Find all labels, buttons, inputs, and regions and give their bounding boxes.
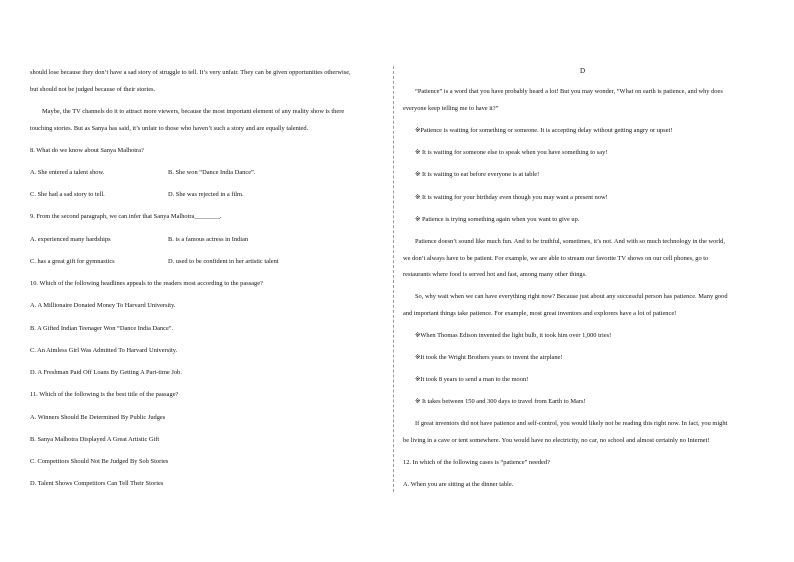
question-11-option-c: C. Competitors Should Not Be Judged By Sob Stories: [30, 458, 169, 465]
passage-text: Patience doesn’t sound like much fun. And to be truthful, sometimes, it’s not. And with so much technology in the world,: [415, 238, 725, 245]
passage-text: should lose because they don’t have a sad story of struggle to tell. It’s very unfair. They can be given opportunities otherwise,: [30, 69, 351, 76]
bullet-item: ※Patience is waiting for something or someone. It is accepting delay without getting angry or upset!: [415, 127, 673, 134]
question-9-option-a: A. experienced many hardships: [30, 236, 111, 243]
passage-text: “Patience” is a word that you have probably heard a lot! But you may wonder, “What on earth is patience, and why does: [415, 88, 723, 95]
question-9-option-d: D. used to be confident in her artistic talent: [168, 258, 279, 265]
question-8-stem: 8. What do we know about Sanya Malhotra?: [30, 147, 144, 154]
passage-text: but should not be judged because of their stories.: [30, 86, 156, 93]
section-label: D: [580, 67, 586, 75]
question-11-option-b: B. Sanya Malhotra Displayed A Great Artistic Gift: [30, 436, 160, 443]
question-12-option-a: A. When you are sitting at the dinner table.: [403, 481, 514, 488]
passage-text: be living in a cave or tent somewhere. You would have no electricity, no car, no school and almost certainly no Internet!: [403, 437, 710, 444]
bullet-item: ※ It is waiting for your birthday even though you may want a present now!: [415, 194, 608, 201]
question-11-stem: 11. Which of the following is the best title of the passage?: [30, 391, 179, 398]
question-10-stem: 10. Which of the following headlines appeals to the readers most according to the passage?: [30, 280, 263, 287]
bullet-item: ※ It is waiting to eat before everyone is at table!: [415, 171, 540, 178]
bullet-item: ※ Patience is trying something again when you want to give up.: [415, 216, 580, 223]
bullet-item: ※It took the Wright Brothers years to invent the airplane!: [415, 354, 563, 361]
question-11-option-a: A. Winners Should Be Determined By Public Judges: [30, 414, 166, 421]
column-divider: [393, 66, 394, 492]
passage-text: So, why wait when we can have everything right now? Because just about any successful person has patience. Many good: [415, 293, 728, 300]
question-10-option-a: A. A Millionaire Donated Money To Harvard University.: [30, 302, 176, 309]
passage-text: everyone keep telling me to have it?”: [403, 105, 499, 112]
question-9-option-b: B. is a famous actress in Indian: [168, 236, 249, 243]
question-10-option-b: B. A Gifted Indian Teenager Won “Dance India Dance”.: [30, 325, 174, 332]
bullet-item: ※ It takes between 150 and 300 days to travel from Earth to Mars!: [415, 398, 586, 405]
question-11-option-d: D. Talent Shows Competitors Can Tell Their Stories: [30, 480, 164, 487]
passage-text: If great inventors did not have patience and self-control, you would likely not be reading this right now. In fact, you might: [415, 420, 728, 427]
question-9-option-c: C. has a great gift for gymnastics: [30, 258, 115, 265]
question-8-option-c: C. She had a sad story to tell.: [30, 191, 105, 198]
question-8-option-a: A. She entered a talent show.: [30, 169, 105, 176]
passage-text: and important things take patience. For example, most great inventors and explorers have a lot of patience!: [403, 310, 677, 317]
passage-text: Maybe, the TV channels do it to attract more viewers, because the most important element of any reality show is there: [42, 108, 345, 115]
bullet-item: ※It took 8 years to send a man to the moon!: [415, 376, 529, 383]
question-12-stem: 12. In which of the following cases is “patience” needed?: [403, 459, 550, 466]
passage-text: we don’t always have to be patient. For example, we are able to stream our favorite TV shows on our cell phones, go to: [403, 255, 709, 262]
question-10-option-c: C. An Aimless Girl Was Admitted To Harvard University.: [30, 347, 178, 354]
question-8-option-b: B. She won “Dance India Dance”.: [168, 169, 256, 176]
question-10-option-d: D. A Freshman Paid Off Loans By Getting A Part-time Job.: [30, 369, 182, 376]
bullet-item: ※When Thomas Edison invented the light bulb, it took him over 1,000 tries!: [415, 332, 612, 339]
passage-text: touching stories. But as Sanya has said, it’s unfair to those who haven’t such a story and are equally talented.: [30, 125, 309, 132]
bullet-item: ※ It is waiting for someone else to speak when you have something to say!: [415, 149, 608, 156]
passage-text: restaurants where food is served hot and fast, among many other things.: [403, 271, 587, 278]
question-9-stem: 9. From the second paragraph, we can infer that Sanya Malhotra________.: [30, 213, 222, 220]
question-8-option-d: D. She was rejected in a film.: [168, 191, 244, 198]
